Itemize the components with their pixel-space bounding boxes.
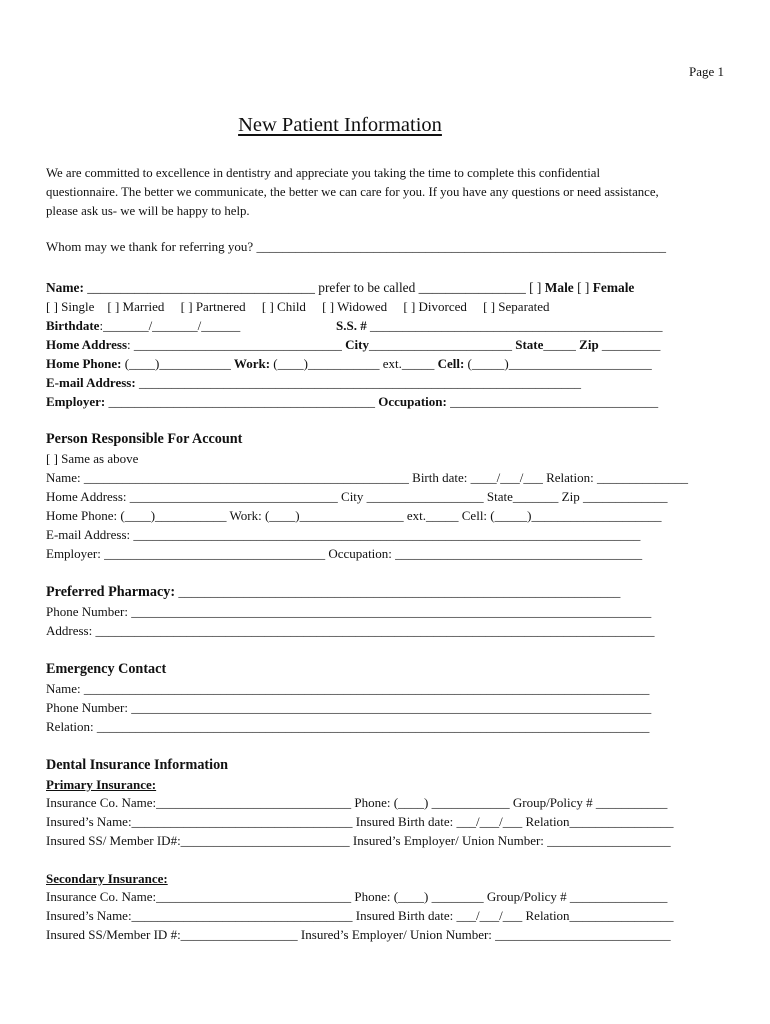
page-title: New Patient Information [238,114,442,136]
intro-paragraph [46,164,736,221]
female-checkbox[interactable]: [ ] [573,280,590,295]
female-option[interactable]: Female [589,280,635,295]
male-option[interactable]: Male [541,280,574,295]
same-as-above-checkbox[interactable]: [ ] Same as above [46,451,139,466]
responsible-email-field[interactable]: E-mail Address: ______________________________________________________________________________ [46,527,641,542]
home-address-label: Home Address [46,337,128,352]
email-label: E-mail Address: [46,375,136,390]
responsible-address-field[interactable]: Home Address: ________________________________ City __________________ State_______ Zip _____________ [46,489,668,504]
emergency-heading: Emergency Contact [46,661,167,677]
home-phone-label: Home Phone: [46,356,122,371]
insurance-heading: Dental Insurance Information [46,757,229,773]
email-field[interactable]: ____________________________________________________________________ [135,375,581,390]
emergency-name-field[interactable]: Name: _______________________________________________________________________________________ [46,681,650,696]
birthdate-label: Birthdate [46,318,100,333]
employer-field[interactable]: _________________________________________ [105,394,375,409]
cell-phone-label: Cell: [434,356,465,371]
patient-name-line[interactable] [46,280,634,296]
zip-field[interactable]: _________ [598,337,661,352]
responsible-phone-field[interactable]: Home Phone: (____)___________ Work: (____)________________ ext._____ Cell: (_____)____________________ [46,508,662,523]
intro-line: We are committed to excellence in dentistry and appreciate you taking the time to complete this confidential [46,166,601,180]
secondary-member-id-field[interactable]: Insured SS/Member ID #:__________________ Insured’s Employer/ Union Number: ___________________________ [46,927,671,942]
ss-field[interactable]: _____________________________________________ [366,318,663,333]
primary-insured-name-field[interactable]: Insured’s Name:__________________________________ Insured Birth date: ___/___/___ Relation________________ [46,814,674,829]
work-phone-label: Work: [230,356,271,371]
intro-line: questionnaire. The better we communicate, the better we can care for you. If you have any questions or need assistance, [46,185,659,199]
occupation-label: Occupation: [374,394,447,409]
pharmacy-phone-field[interactable]: Phone Number: ________________________________________________________________________________ [46,604,652,619]
state-field[interactable]: _____ [543,337,576,352]
ss-label: S.S. # [336,318,367,333]
city-label: City [341,337,369,352]
birthdate-line[interactable] [46,318,240,334]
state-label: State [511,337,544,352]
secondary-insured-name-field[interactable]: Insured’s Name:__________________________________ Insured Birth date: ___/___/___ Relation________________ [46,908,674,923]
cell-phone-field[interactable]: (_____)______________________ [464,356,652,371]
marital-status-options[interactable]: [ ] Single [ ] Married [ ] Partnered [ ] Child [ ] Widowed [ ] Divorced [ ] Separated [46,299,550,314]
work-phone-field[interactable]: (____)___________ ext._____ [270,356,435,371]
secondary-insurance-heading: Secondary Insurance: [46,871,168,886]
pharmacy-line[interactable] [46,584,620,600]
pharmacy-field[interactable]: ____________________________________________________________________ [175,584,621,599]
responsible-name-field[interactable]: Name: __________________________________________________ Birth date: ____/___/___ Relation: ______________ [46,470,689,485]
home-address-line[interactable] [46,337,660,353]
occupation-field[interactable]: ________________________________ [446,394,659,409]
primary-insurance-co-field[interactable]: Insurance Co. Name:______________________________ Phone: (____) ____________ Group/Policy # ___________ [46,795,668,810]
email-line[interactable] [46,375,581,391]
ss-line[interactable] [336,318,662,334]
primary-member-id-field[interactable]: Insured SS/ Member ID#:__________________________ Insured’s Employer/ Union Number: ___________________ [46,833,671,848]
responsible-heading: Person Responsible For Account [46,431,243,447]
home-address-field[interactable]: : ________________________________ [127,337,342,352]
page-number: Page 1 [689,64,725,79]
city-field[interactable]: ______________________ [368,337,512,352]
zip-label: Zip [575,337,599,352]
birthdate-field[interactable]: :_______/_______/______ [99,318,241,333]
responsible-employer-field[interactable]: Employer: __________________________________ Occupation: ______________________________________ [46,546,643,561]
referral-field[interactable]: Whom may we thank for referring you? _______________________________________________________________ [46,239,666,254]
emergency-relation-field[interactable]: Relation: _____________________________________________________________________________________ [46,719,650,734]
emergency-phone-field[interactable]: Phone Number: ________________________________________________________________________________ [46,700,652,715]
home-phone-field[interactable]: (____)___________ [121,356,231,371]
employer-line[interactable] [46,394,658,410]
secondary-insurance-co-field[interactable]: Insurance Co. Name:______________________________ Phone: (____) ________ Group/Policy # _______________ [46,889,668,904]
name-label: Name: [46,280,84,295]
pharmacy-address-field[interactable]: Address: ______________________________________________________________________________________ [46,623,655,638]
pharmacy-heading: Preferred Pharmacy: [46,584,176,600]
employer-label: Employer: [46,394,106,409]
name-field[interactable]: __________________________________ prefer to be called ________________ [ ] [83,280,542,295]
intro-line: please ask us- we will be happy to help. [46,204,250,218]
phone-line[interactable] [46,356,652,372]
primary-insurance-heading: Primary Insurance: [46,777,157,792]
